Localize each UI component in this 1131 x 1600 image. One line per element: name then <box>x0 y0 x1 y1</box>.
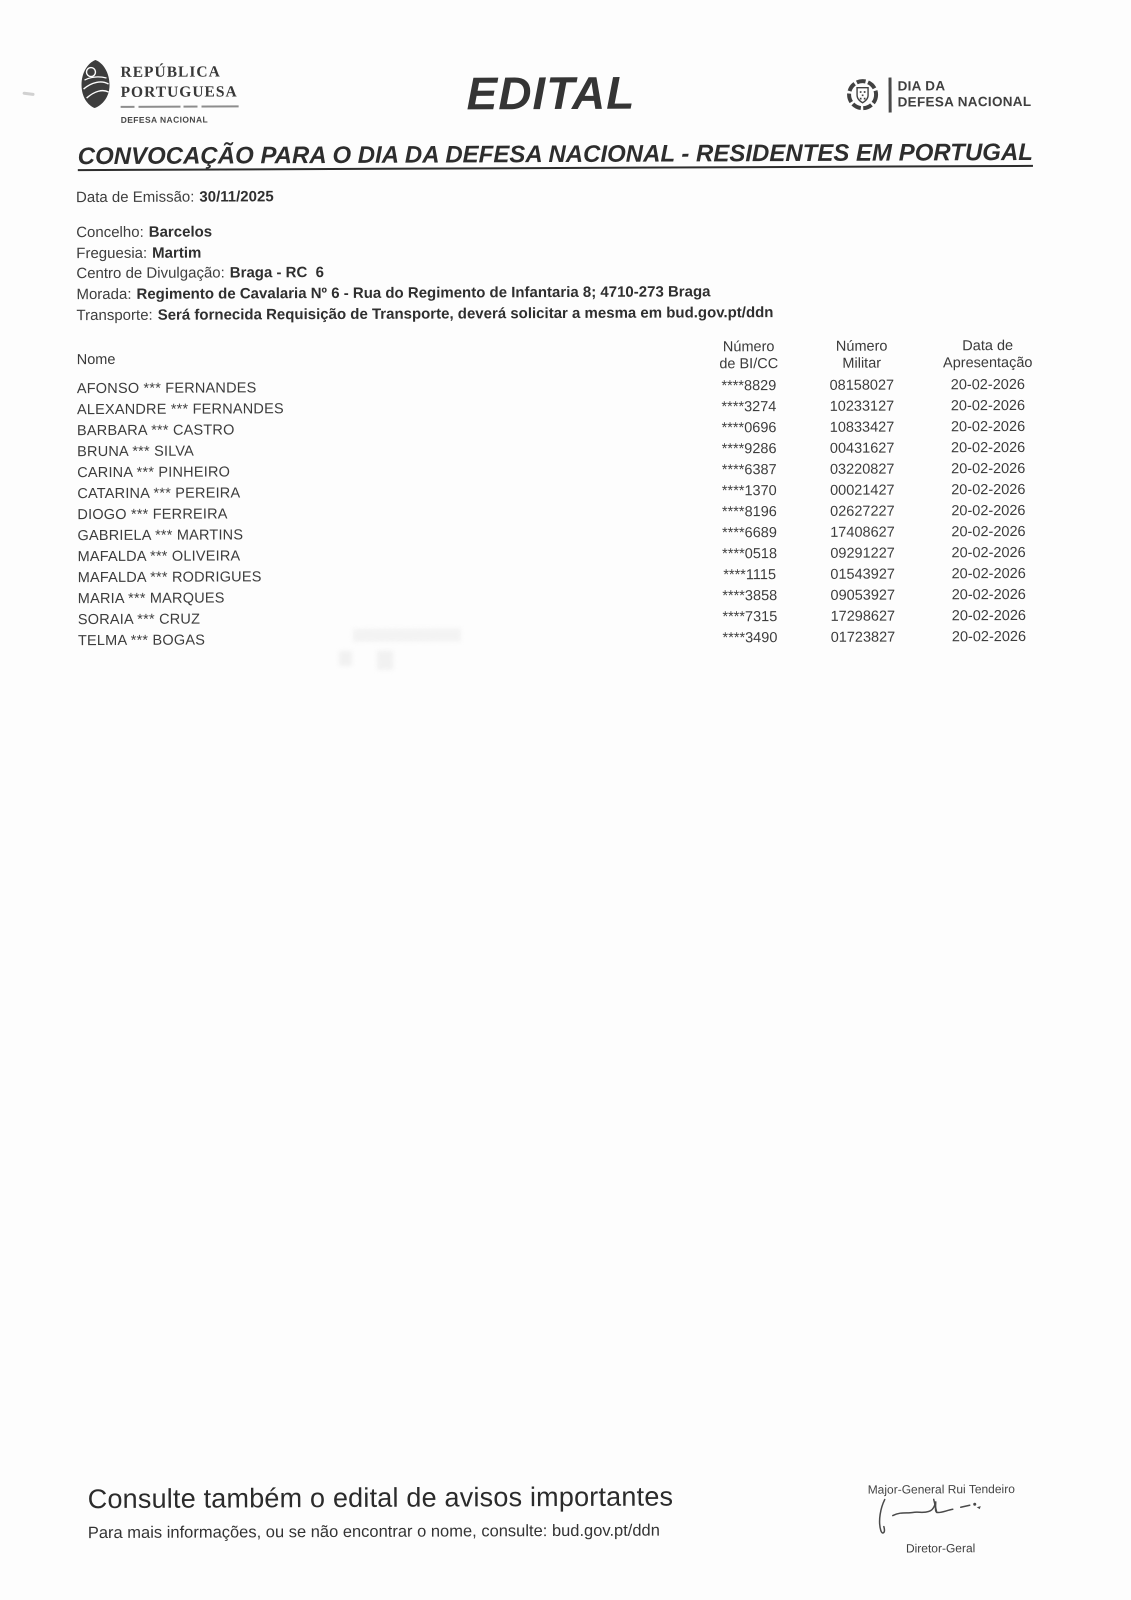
col-header-nome: Nome <box>76 351 116 369</box>
cell-bicc: ****0696 <box>721 420 777 437</box>
table-row <box>76 627 1076 652</box>
scan-artifact <box>22 92 34 97</box>
ddn-shield-emblem-icon <box>844 76 882 119</box>
info-label: Transporte: <box>76 306 153 324</box>
cell-data: 20-02-2026 <box>951 607 1026 625</box>
cell-data: 20-02-2026 <box>951 586 1026 604</box>
cell-bicc: ****8196 <box>721 504 777 521</box>
emission-date-label: Data de Emissão: <box>75 188 195 207</box>
cell-militar: 09053927 <box>830 587 896 604</box>
cell-nome: GABRIELA *** MARTINS <box>77 527 244 545</box>
ddn-logo-line1: DIA DA <box>897 78 946 94</box>
cell-bicc: ****6387 <box>721 462 777 479</box>
cell-data: 20-02-2026 <box>951 481 1026 499</box>
cell-nome: DIOGO *** FERREIRA <box>77 506 228 524</box>
cell-bicc: ****6689 <box>722 525 777 542</box>
cell-bicc: ****8829 <box>721 378 777 395</box>
cell-data: 20-02-2026 <box>951 628 1027 646</box>
info-value: Regimento de Cavalaria Nº 6 - Rua do Regimento de Infantaria 8; 4710-273 Braga <box>136 283 711 303</box>
scan-smudge <box>377 651 393 670</box>
cell-militar: 01543927 <box>830 566 895 583</box>
cell-data: 20-02-2026 <box>951 460 1026 478</box>
gov-logo-text <box>120 62 237 103</box>
signer-title: Diretor-Geral <box>905 1541 976 1556</box>
cell-militar: 01723827 <box>830 629 896 646</box>
cell-bicc: ****1370 <box>721 483 777 500</box>
cell-data: 20-02-2026 <box>951 565 1026 583</box>
cell-militar: 08158027 <box>829 377 895 394</box>
cell-nome: MARIA *** MARQUES <box>77 590 225 608</box>
cell-data: 20-02-2026 <box>951 502 1026 520</box>
cell-nome: TELMA *** BOGAS <box>77 632 206 650</box>
table-body <box>75 375 1076 652</box>
cell-bicc: ****7315 <box>722 609 778 626</box>
signer-name: Major-General Rui Tendeiro <box>867 1482 1015 1497</box>
cell-nome: BARBARA *** CASTRO <box>77 422 235 440</box>
info-value: Braga - RC 6 <box>229 264 325 282</box>
ddn-logo-line2: DEFESA NACIONAL <box>897 93 1032 110</box>
info-line-transporte <box>76 303 773 327</box>
cell-militar: 17298627 <box>830 608 896 625</box>
cell-data: 20-02-2026 <box>950 418 1026 436</box>
cell-bicc: ****0518 <box>722 546 778 563</box>
cell-bicc: ****3490 <box>722 630 778 647</box>
cell-militar: 03220827 <box>829 461 895 478</box>
col-header-militar-line1: Número <box>835 338 888 355</box>
cell-nome: SORAIA *** CRUZ <box>77 611 201 629</box>
cell-bicc: ****1115 <box>723 567 777 584</box>
cell-data: 20-02-2026 <box>951 523 1026 541</box>
cell-militar: 00021427 <box>830 482 895 499</box>
cell-bicc: ****9286 <box>721 441 777 458</box>
gov-logo-line1: REPÚBLICA <box>120 63 221 81</box>
cell-nome: MAFALDA *** OLIVEIRA <box>77 548 241 566</box>
cell-nome: AFONSO *** FERNANDES <box>76 380 257 398</box>
cell-militar: 09291227 <box>830 545 895 562</box>
gov-logo-subtitle: DEFESA NACIONAL <box>120 114 209 125</box>
col-header-bicc <box>675 339 823 374</box>
gov-logo-line2: PORTUGUESA <box>120 83 238 101</box>
cell-militar: 10833427 <box>829 419 895 436</box>
info-label: Centro de Divulgação: <box>76 264 225 283</box>
footer-info-line: Para mais informações, ou se não encontrar o nome, consulte: bud.gov.pt/ddn <box>87 1521 660 1543</box>
info-label: Morada: <box>76 285 132 304</box>
info-label: Concelho: <box>76 223 144 242</box>
cell-militar: 00431627 <box>829 440 895 457</box>
emission-date-value: 30/11/2025 <box>199 188 274 206</box>
cell-bicc: ****3858 <box>722 588 778 605</box>
info-value: Martim <box>152 244 202 262</box>
col-header-militar-line2: Militar <box>842 355 882 372</box>
info-block <box>76 220 773 327</box>
scan-smudge <box>339 651 352 666</box>
handwritten-signature-icon <box>873 1494 988 1544</box>
ddn-logo-text <box>898 78 1032 111</box>
cell-nome: BRUNA *** SILVA <box>77 443 195 461</box>
cell-data: 20-02-2026 <box>950 439 1026 457</box>
republica-portuguesa-emblem-icon <box>78 59 112 114</box>
info-value: Será fornecida Requisição de Transporte, deverá solicitar a mesma em bud.gov.pt/ddn <box>157 303 774 324</box>
emission-date-line <box>76 188 274 206</box>
info-line-morada <box>76 282 773 306</box>
cell-nome: CARINA *** PINHEIRO <box>77 464 231 482</box>
col-header-data <box>901 338 1075 373</box>
cell-nome: ALEXANDRE *** FERNANDES <box>76 401 284 419</box>
cell-nome: CATARINA *** PEREIRA <box>77 485 241 503</box>
cell-militar: 17408627 <box>830 524 895 541</box>
info-label: Freguesia: <box>76 244 148 262</box>
cell-militar: 02627227 <box>830 503 895 520</box>
cell-data: 20-02-2026 <box>951 544 1026 562</box>
page-title: EDITAL <box>466 66 636 120</box>
col-header-bicc-line2: de BI/CC <box>719 356 779 373</box>
cell-data: 20-02-2026 <box>950 397 1026 415</box>
info-value: Barcelos <box>148 223 213 241</box>
col-header-bicc-line1: Número <box>722 339 775 356</box>
cell-bicc: ****3274 <box>721 399 777 416</box>
ddn-logo-divider <box>889 78 892 113</box>
document-heading: CONVOCAÇÃO PARA O DIA DA DEFESA NACIONAL - RESIDENTES EM PORTUGAL <box>77 138 1033 171</box>
table-header <box>75 338 1075 376</box>
cell-data: 20-02-2026 <box>950 376 1025 394</box>
gov-logo-divider <box>121 105 239 108</box>
col-header-data-line1: Data de <box>962 338 1014 355</box>
cell-nome: MAFALDA *** RODRIGUES <box>77 569 262 587</box>
footer-notice: Consulte também o edital de avisos importantes <box>87 1481 674 1515</box>
col-header-data-line2: Apresentação <box>942 354 1033 372</box>
cell-militar: 10233127 <box>829 398 895 415</box>
col-header-militar <box>823 339 901 373</box>
